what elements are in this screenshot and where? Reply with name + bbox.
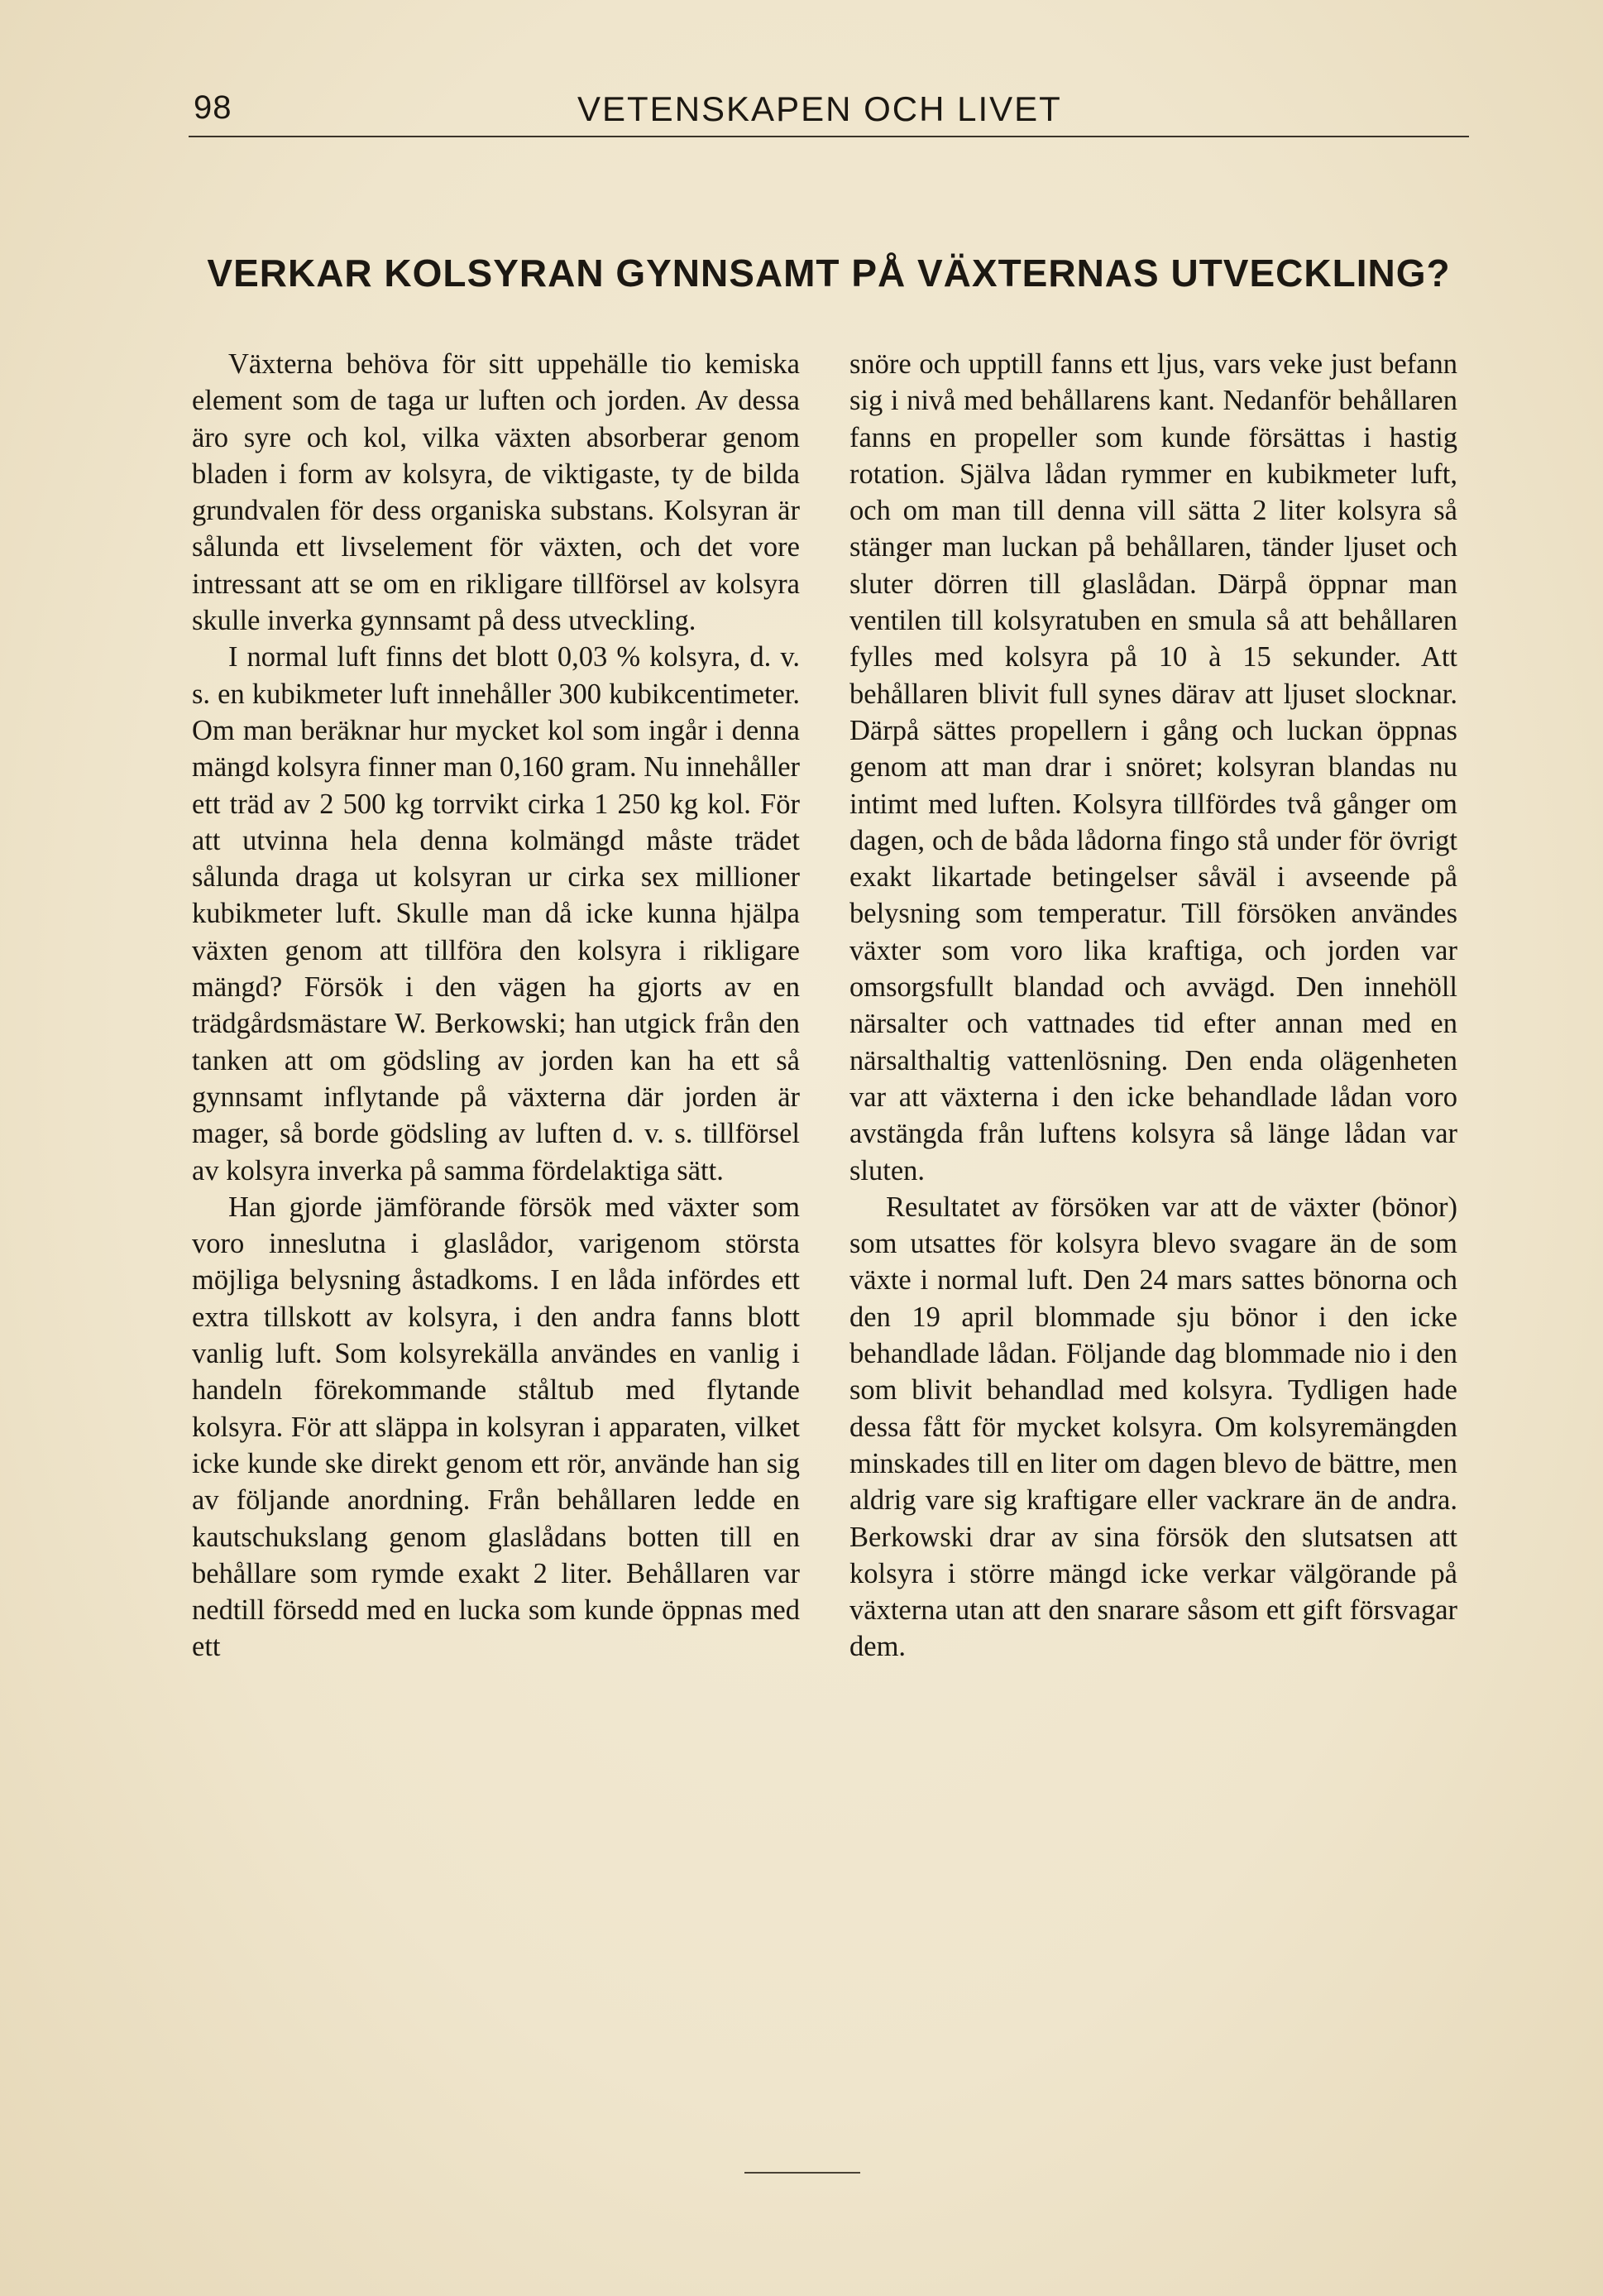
paragraph-continued: snöre och upptill fanns ett ljus, vars veke just befann sig i nivå med behållarens kant. Nedanför behållaren fanns en propeller som kunde försättas i hastig rotation. Själva lådan rymmer en kubikmeter luft, och om man till denna vill sätta 2 liter kolsyra så stänger man luckan på behållaren, tänder ljuset och sluter dörren till glaslådan. Därpå öppnar man ventilen till kolsyratuben en smula så att behållaren fylles med kolsyra på 10 à 15 sekunder. Att behållaren blivit full synes därav att ljuset slocknar. Därpå sättes propellern i gång och luckan öppnas genom att man drar i snöret; kolsyran blandas nu intimt med luften. Kolsyra tillfördes två gånger om dagen, och de båda lådorna fingo stå under för övrigt exakt likartade betingelser såväl i avseende på belysning som temperatur. Till försöken användes växter som voro lika kraftiga, och jorden var omsorgsfullt blandad och avvägd. Den innehöll närsalter och vattnades tid efter annan med en närsalthaltig vattenlösning. Den enda olägenheten var att växterna i den icke behandlade lådan voro avstängda från luftens kolsyra så länge lådan var sluten.: [849, 348, 1457, 1186]
paragraph: Resultatet av försöken var att de växter (bönor) som utsattes för kolsyra blevo svagare än de som växte i normal luft. Den 24 mars sattes bönorna och den 19 april blommade sju bönor i den icke behandlade lådan. Följande dag blommade nio i den som blivit behandlad med kolsyra. Tydligen hade dessa fått för mycket kolsyra. Om kolsyremängden minskades till en liter om dagen blevo de bättre, men aldrig vare sig kraftigare eller vackrare än de andra. Berkowski drar av sina försök den slutsatsen att kolsyra i större mängd icke verkar välgörande på växterna utan att den snarare såsom ett gift försvagar dem.: [849, 1191, 1457, 1663]
page-number: 98: [194, 89, 232, 126]
right-column: [849, 346, 1457, 1666]
page-header: [189, 86, 1469, 137]
paragraph: I normal luft finns det blott 0,03 % kolsyra, d. v. s. en kubikmeter luft innehåller 300 kubikcentimeter. Om man beräknar hur mycket kol som ingår i denna mängd kolsyra finner man 0,160 gram. Nu innehåller ett träd av 2 500 kg torrvikt cirka 1 250 kg kol. För att utvinna hela denna kolmängd måste trädet sålunda draga ut kolsyran ur cirka sex millioner kubikmeter luft. Skulle man då icke kunna hjälpa växten genom att tillföra den kolsyra i rikligare mängd? Försök i den vägen ha gjorts av en trädgårdsmästare W. Berkowski; han utgick från den tanken att om gödsling av jorden kan ha ett så gynnsamt inflytande på växterna där jorden är mager, så borde gödsling av luften d. v. s. tillförsel av kolsyra inverka på samma fördelaktiga sätt.: [192, 641, 800, 1186]
left-column: [192, 346, 800, 1666]
article-title: VERKAR KOLSYRAN GYNNSAMT PÅ VÄXTERNAS UTVECKLING?: [207, 251, 1451, 295]
running-head: VETENSKAPEN OCH LIVET: [577, 89, 1062, 128]
article-end-rule: [744, 2172, 860, 2174]
paragraph: Växterna behöva för sitt uppehälle tio kemiska element som de taga ur luften och jorden. Av dessa äro syre och kol, vilka växten absorberar genom bladen i form av kolsyra, de viktigaste, ty de bilda grundvalen för dess organiska substans. Kolsyran är sålunda ett livselement för växten, och det vore intressant att se om en rikligare tillförsel av kolsyra skulle inverka gynnsamt på dess utveckling.: [192, 348, 800, 637]
paragraph: Han gjorde jämförande försök med växter som voro inneslutna i glaslådor, varigenom största möjliga belysning åstadkoms. I en låda infördes ett extra tillskott av kolsyra, i den andra fanns blott vanlig luft. Som kolsyrekälla användes en vanlig i handeln förekommande ståltub med flytande kolsyra. För att släppa in kolsyran i apparaten, vilket icke kunde ske direkt genom ett rör, använde han sig av följande anordning. Från behållaren ledde en kautschukslang genom glaslådans botten till en behållare som rymde exakt 2 liter. Behållaren var nedtill försedd med en lucka som kunde öppnas med ett: [192, 1191, 800, 1663]
